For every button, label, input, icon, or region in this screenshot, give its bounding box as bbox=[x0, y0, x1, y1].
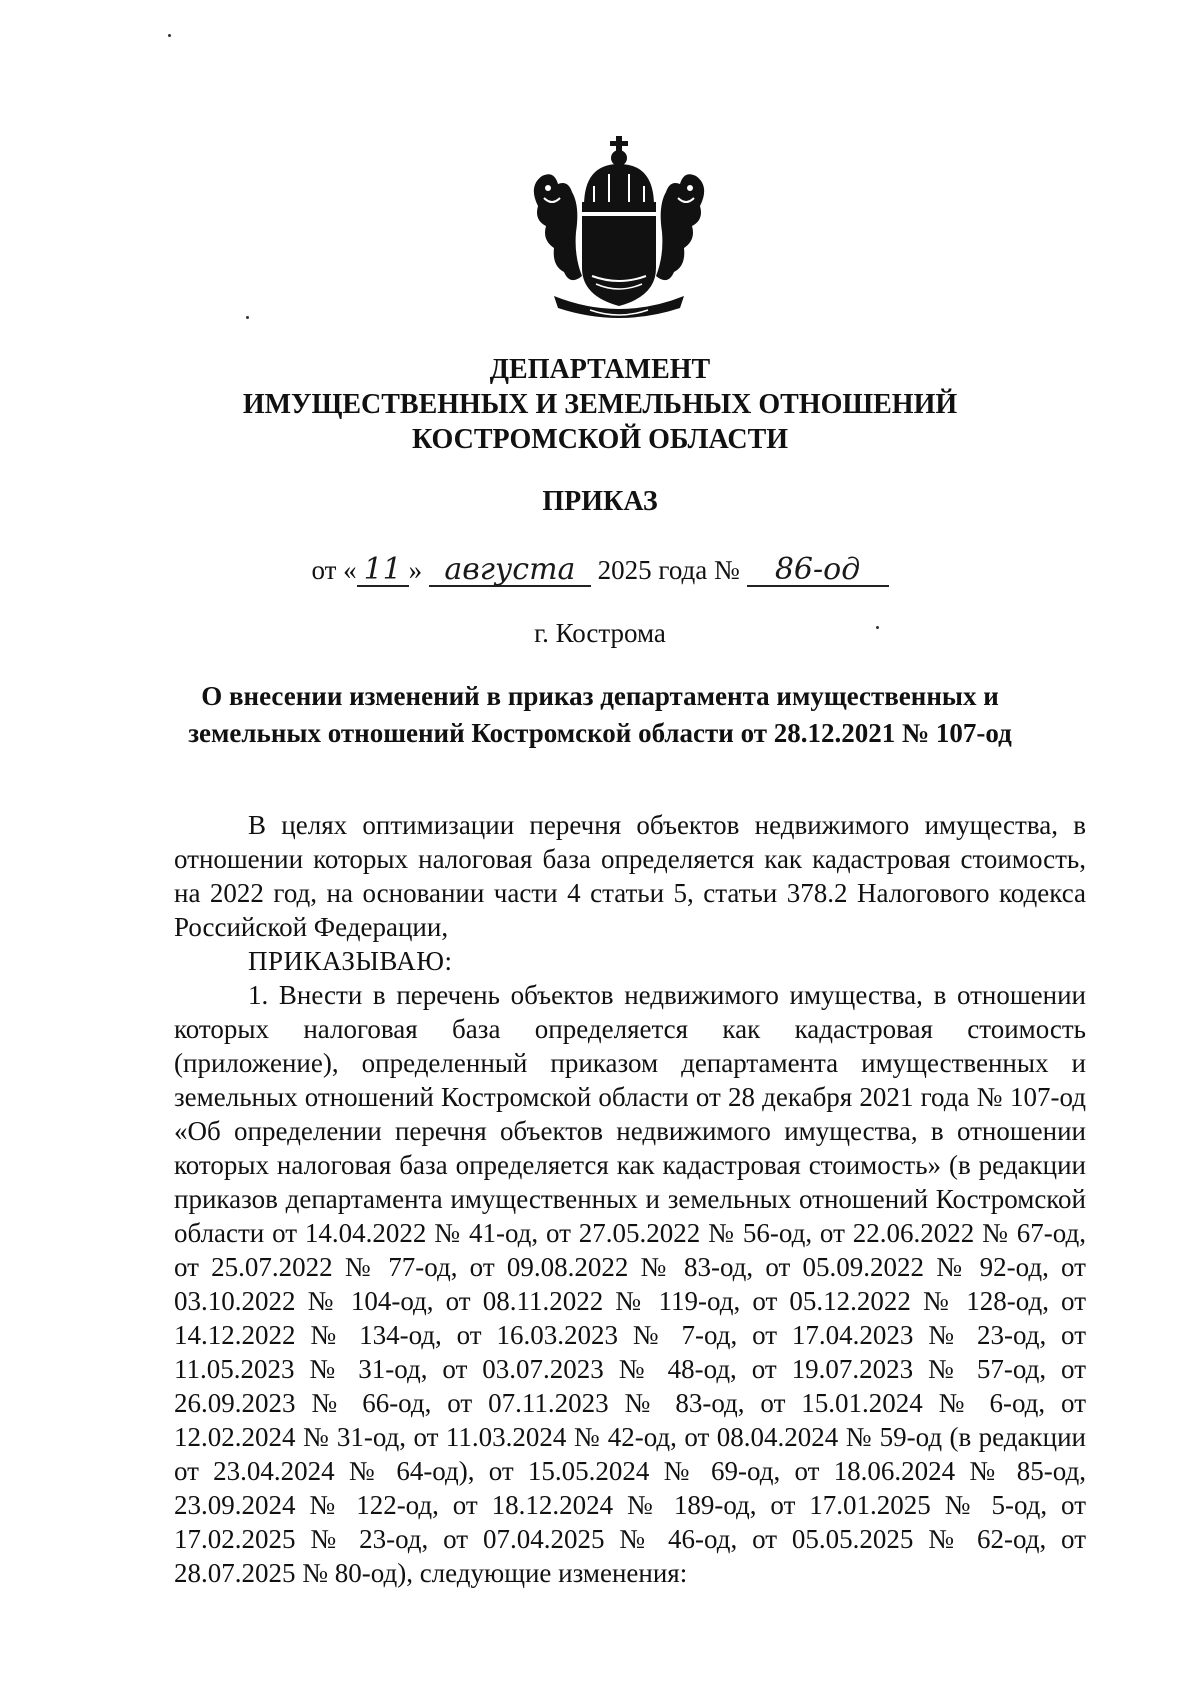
date-prefix: от « bbox=[311, 555, 357, 585]
handwritten-order-number: 86-од bbox=[747, 555, 889, 587]
order-word: ПРИКАЗЫВАЮ: bbox=[248, 946, 453, 976]
subject-line-2: земельных отношений Костромской области от 28.12.2021 № 107-од bbox=[188, 718, 1012, 748]
department-line-2: ИМУЩЕСТВЕННЫХ И ЗЕМЕЛЬНЫХ ОТНОШЕНИЙ bbox=[242, 389, 958, 420]
kostroma-coat-of-arms-icon bbox=[524, 136, 714, 322]
department-line-1: ДЕПАРТАМЕНТ bbox=[489, 354, 711, 385]
handwritten-day: 11 bbox=[357, 555, 409, 587]
preamble-paragraph: В целях оптимизации перечня объектов недвижимого имущества, в отношении которых налоговая база определяется как кадастровая стоимость, на 2022 год, на основании части 4 статьи 5, статьи 378.2 Налогового кодекса Российской Федерации, bbox=[174, 810, 1086, 942]
document-body bbox=[174, 808, 1086, 1590]
handwritten-month: августа bbox=[429, 555, 591, 587]
department-name bbox=[0, 352, 1200, 457]
document-type: ПРИКАЗ bbox=[542, 486, 658, 517]
scan-speck bbox=[246, 316, 249, 319]
date-year: 2025 года № bbox=[597, 555, 740, 585]
item-1-paragraph: 1. Внести в перечень объектов недвижимого имущества, в отношении которых налоговая база определяется как кадастровая стоимость (приложение), определенный приказом департамента имущественных и земельных отношений Костромской области от 28 декабря 2021 года № 107-од «Об определении перечня объектов недвижимого имущества, в отношении которых налоговая база определяется как кадастровая стоимость» (в редакции приказов департамента имущественных и земельных отношений Костромской области от 14.04.2022 № 41-од, от 27.05.2022 № 56-од, от 22.06.2022 № 67-од, от 25.07.2022 № 77-од, от 09.08.2022 № 83-од, от 05.09.2022 № 92-од, от 03.10.2022 № 104-од, от 08.11.2022 № 119-од, от 05.12.2022 № 128-од, от 14.12.2022 № 134-од, от 16.03.2023 № 7-од, от 17.04.2023 № 23-од, от 11.05.2023 № 31-од, от 03.07.2023 № 48-од, от 19.07.2023 № 57-од, от 26.09.2023 № 66-од, от 07.11.2023 № 83-од, от 15.01.2024 № 6-од, от 12.02.2024 № 31-од, от 11.03.2024 № 42-од, от 08.04.2024 № 59-од (в редакции от 23.04.2024 № 64-од), от 15.05.2024 № 69-од, от 18.06.2024 № 85-од, 23.09.2024 № 122-од, от 18.12.2024 № 189-од, от 17.01.2025 № 5-од, от 17.02.2025 № 23-од, от 07.04.2025 № 46-од, от 05.05.2025 № 62-од, от 28.07.2025 № 80-од), следующие изменения: bbox=[174, 980, 1086, 1588]
department-line-3: КОСТРОМСКОЙ ОБЛАСТИ bbox=[411, 424, 789, 455]
city: г. Кострома bbox=[534, 618, 666, 648]
subject-line-1: О внесении изменений в приказ департамента имущественных и bbox=[201, 681, 999, 711]
scan-speck bbox=[168, 34, 171, 37]
subject bbox=[0, 678, 1200, 752]
date-line bbox=[0, 552, 1200, 588]
date-middle: » bbox=[408, 555, 423, 585]
